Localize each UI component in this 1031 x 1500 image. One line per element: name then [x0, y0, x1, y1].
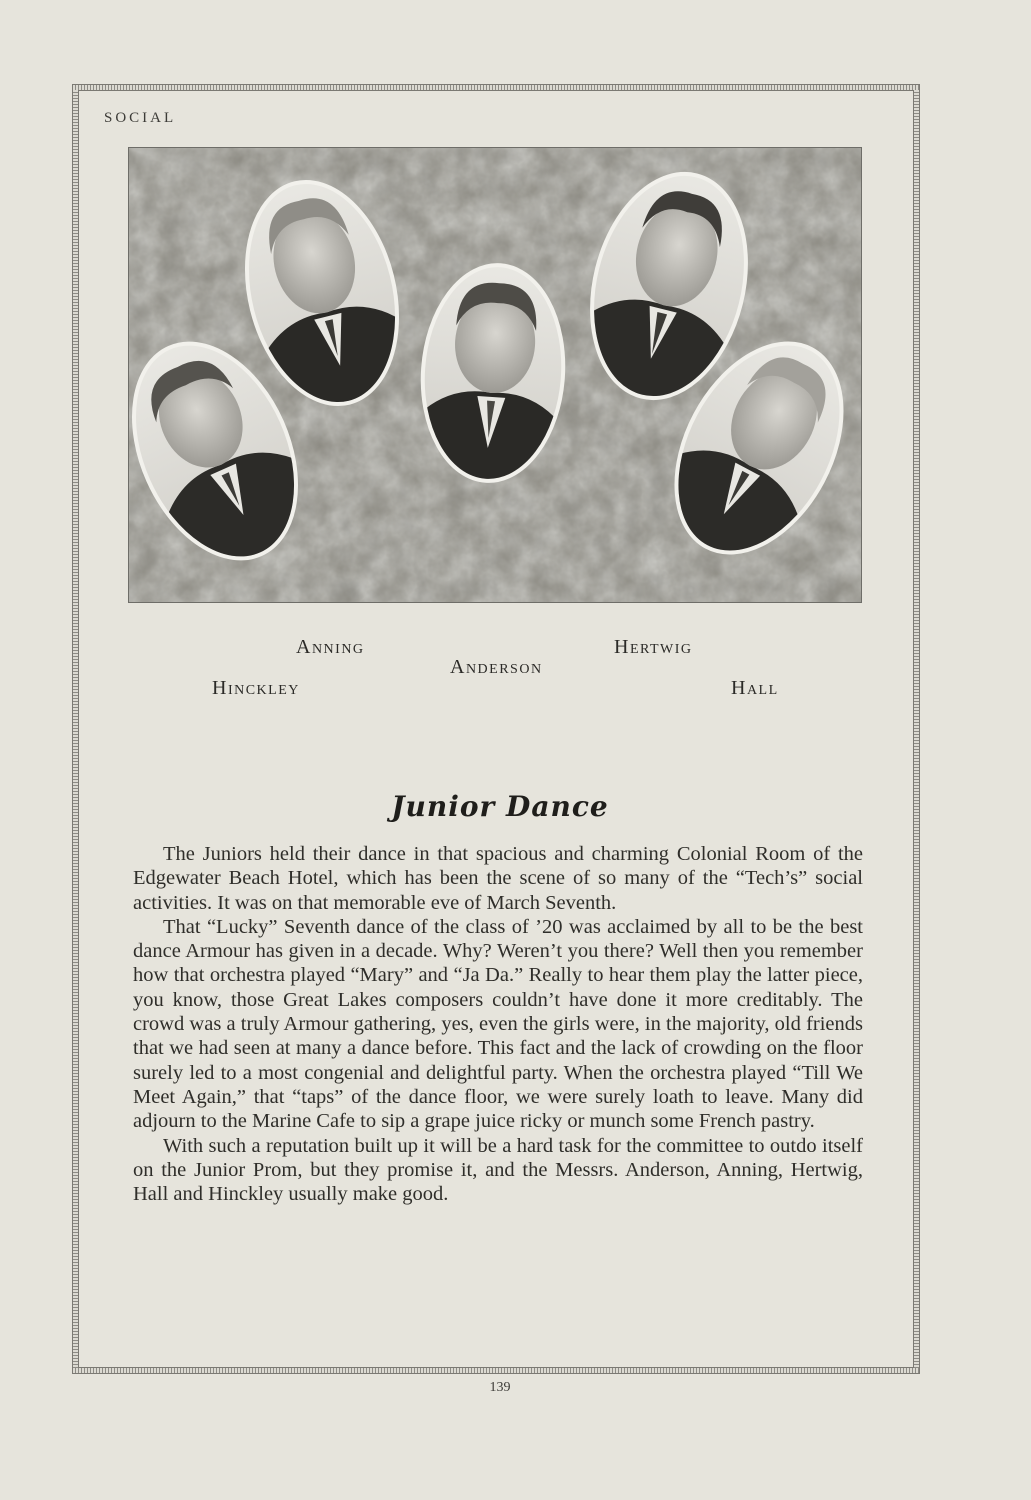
caption-anning: Anning: [296, 636, 365, 658]
article-paragraph: With such a reputation built up it will be a hard task for the committee to outdo itself on the Junior Prom, but they promise it, and the Messrs. Anderson, Anning, Hertwig, Hall and Hinckley usually make good.: [133, 1134, 863, 1206]
article-body: [133, 842, 863, 1206]
page-number: 139: [489, 1380, 511, 1395]
section-header: SOCIAL: [104, 110, 177, 126]
caption-hinckley: Hinckley: [212, 677, 300, 699]
caption-anderson: Anderson: [450, 656, 543, 678]
article-title: Junior Dance: [391, 790, 609, 823]
portrait-panel: [128, 147, 862, 603]
caption-hall: Hall: [731, 677, 779, 699]
caption-hertwig: Hertwig: [614, 636, 693, 658]
article-paragraph: That “Lucky” Seventh dance of the class of ’20 was acclaimed by all to be the best dance Armour has given in a decade. Why? Weren’t you there? Well then you remember how that orchestra played “Mary” and “Ja Da.” Really to hear them play the latter piece, you know, those Great Lakes composers couldn’t have done it more creditably. The crowd was a truly Armour gathering, yes, even the girls were, in the majority, old friends that we had seen at many a dance before. This fact and the lack of crowding on the floor surely led to a most congenial and delightful party. When the orchestra played “Till We Meet Again,” that “taps” of the dance floor, we were surely loath to leave. Many did adjourn to the Marine Cafe to sip a grape juice ricky or munch some French pastry.: [133, 915, 863, 1133]
article-paragraph: The Juniors held their dance in that spacious and charming Colonial Room of the Edgewater Beach Hotel, which has been the scene of so many of the “Tech’s” social activities. It was on that memorable eve of March Seventh.: [133, 843, 863, 914]
